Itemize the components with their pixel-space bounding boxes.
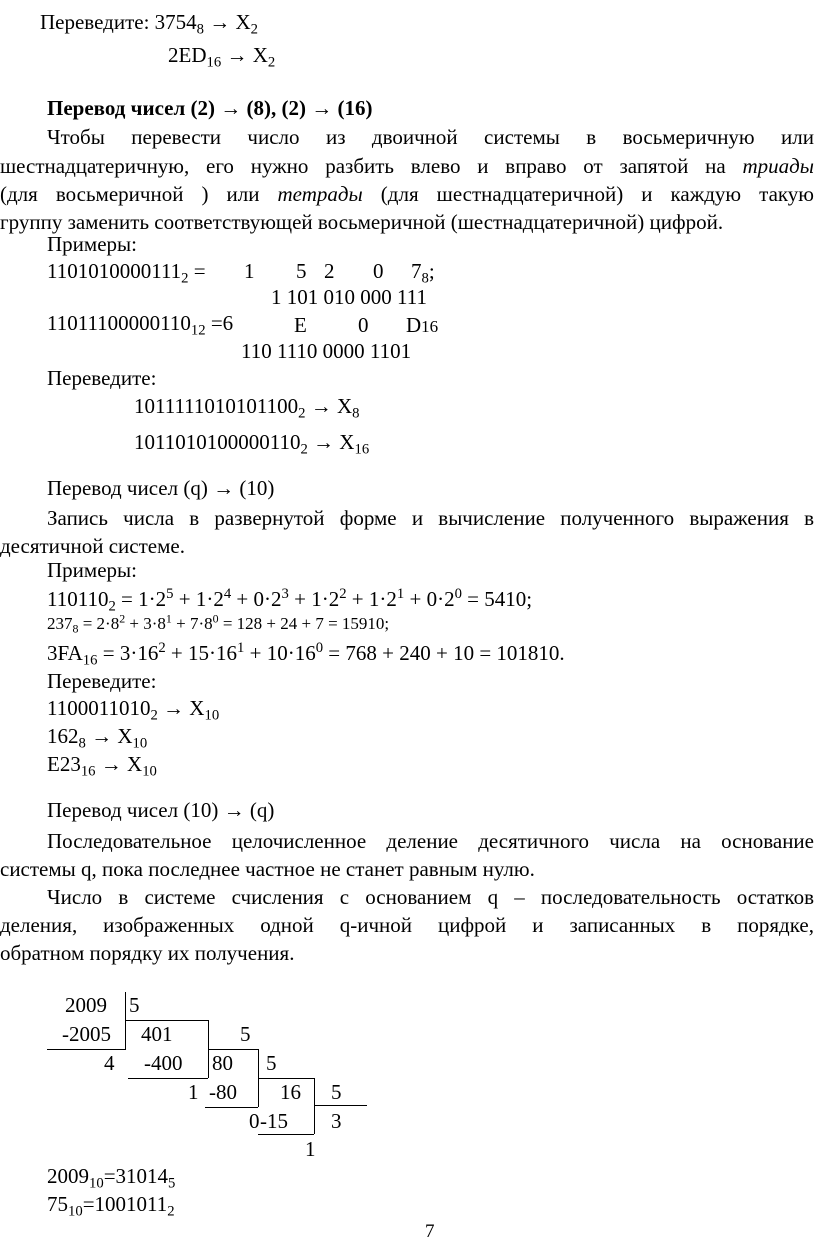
paragraph-line: Число в системе счисления с основанием q – последовательность остатков	[47, 885, 814, 909]
division-line	[47, 1049, 125, 1050]
paragraph-line: системы q, пока последнее частное не станет равным нулю.	[0, 857, 535, 881]
task-line-1: Переведите: $3754_8 \to X_2$	[40, 10, 259, 38]
examples-label: Примеры:	[47, 558, 137, 582]
paragraph-line: десятичной системе.	[0, 534, 185, 558]
division-number: -2005	[62, 1022, 111, 1046]
octal-digit: $7_8$;	[411, 259, 435, 287]
example-binary-2: $11011100000110_{12} =6$	[47, 311, 234, 339]
examples-label: Примеры:	[47, 232, 137, 256]
octal-digit: 0	[373, 259, 384, 283]
division-line	[314, 1105, 367, 1106]
translate-task: $1100011010_2 \to X_{10}$	[47, 696, 220, 724]
paragraph-line: группу заменить соответствующей восьмеричной (шестнадцатеричной) цифрой.	[0, 210, 724, 234]
paragraph-line: Чтобы перевести число из двоичной системы в восьмеричную или	[47, 125, 814, 149]
division-number: 1	[188, 1080, 199, 1104]
expansion-example-3: $3FA_{16} = 3\cdot 16^2 + 15\cdot 16^1 + 10\cdot 16^0 = 768 + 240 + 10 = 101810$.	[47, 639, 565, 669]
result-line: $75_{10}=1001011_2$	[47, 1192, 175, 1220]
paragraph-line: Последовательное целочисленное деление десятичного числа на основание	[47, 829, 814, 853]
paragraph-line: обратном порядку их получения.	[0, 941, 295, 965]
section-heading-q-10: Перевод чисел (q) → (10)	[47, 476, 275, 500]
paragraph-line: (для восьмеричной ) или тетрады (для шестнадцатеричной) и каждую такую	[0, 182, 814, 206]
division-number: 401	[141, 1022, 173, 1046]
division-line	[258, 1078, 314, 1079]
division-number: -15	[260, 1109, 288, 1133]
translate-task: $E23_{16} \to X_{10}$	[47, 752, 157, 780]
division-number: 4	[104, 1051, 115, 1075]
division-line	[125, 1020, 208, 1021]
division-number: 5	[331, 1080, 342, 1104]
division-line	[128, 1078, 208, 1079]
division-number: 5	[129, 993, 140, 1017]
division-line	[258, 1134, 314, 1135]
expansion-example-2: $237_8 = 2\cdot 8^2 + 3\cdot 8^1 + 7\cdot 8^0 = 128 + 24 + 7 = 15910$;	[47, 611, 390, 636]
translate-task: $1011111010101100_2 \to X_8$	[134, 394, 360, 422]
division-number: 5	[266, 1051, 277, 1075]
section-heading-10-q: Перевод чисел (10) → (q)	[47, 798, 275, 822]
hex-digit: D16	[406, 313, 439, 337]
octal-digit: 1	[244, 259, 255, 283]
expansion-example-1: $110110_2 = 1\cdot 2^5 + 1\cdot 2^4 + 0\cdot 2^3 + 1\cdot 2^2 + 1\cdot 2^1 + 0\cdot 2^0 = 5410$;	[47, 585, 533, 615]
hex-digit: 0	[358, 313, 369, 337]
division-number: 2009	[65, 993, 107, 1017]
division-bracket	[314, 1078, 315, 1134]
division-number: 1	[305, 1137, 316, 1161]
section-heading-2-8-16: Перевод чисел (2) → (8), (2) → (16)	[47, 96, 373, 120]
translate-label: Переведите:	[47, 669, 157, 693]
binary-groups-tetrads: 110 1110 0000 1101	[241, 339, 412, 363]
binary-groups-triads: 1 101 010 000 111	[271, 285, 427, 309]
result-line: $2009_{10}=31014_5$	[47, 1164, 176, 1192]
division-line	[208, 1049, 258, 1050]
example-binary-1: $1101010000111_2$ =	[47, 259, 206, 287]
hex-digit: E	[294, 313, 307, 337]
paragraph-line: шестнадцатеричную, его нужно разбить влево и вправо от запятой на триады	[0, 154, 814, 178]
division-number: 16	[280, 1080, 301, 1104]
division-number: 3	[331, 1109, 342, 1133]
octal-digit: 2	[324, 259, 335, 283]
translate-label: Переведите:	[47, 366, 157, 390]
translate-task: $1011010100000110_2 \to X_{16}$	[134, 430, 370, 458]
translate-task: $162_8 \to X_{10}$	[47, 724, 148, 752]
paragraph-line: Запись числа в развернутой форме и вычисление полученного выражения в	[47, 506, 814, 530]
division-number: 80	[212, 1051, 233, 1075]
octal-digit: 5	[296, 259, 307, 283]
division-number: -80	[209, 1080, 237, 1104]
division-line	[205, 1107, 258, 1108]
division-number: 0	[249, 1109, 260, 1133]
task-line-2: $2ED_{16} \to X_2$	[168, 43, 276, 71]
page-number: 7	[425, 1221, 435, 1242]
paragraph-line: деления, изображенных одной q-ичной цифрой и записанных в порядке,	[0, 913, 814, 937]
division-number: -400	[144, 1051, 183, 1075]
division-number: 5	[240, 1022, 251, 1046]
division-bracket	[125, 992, 126, 1050]
